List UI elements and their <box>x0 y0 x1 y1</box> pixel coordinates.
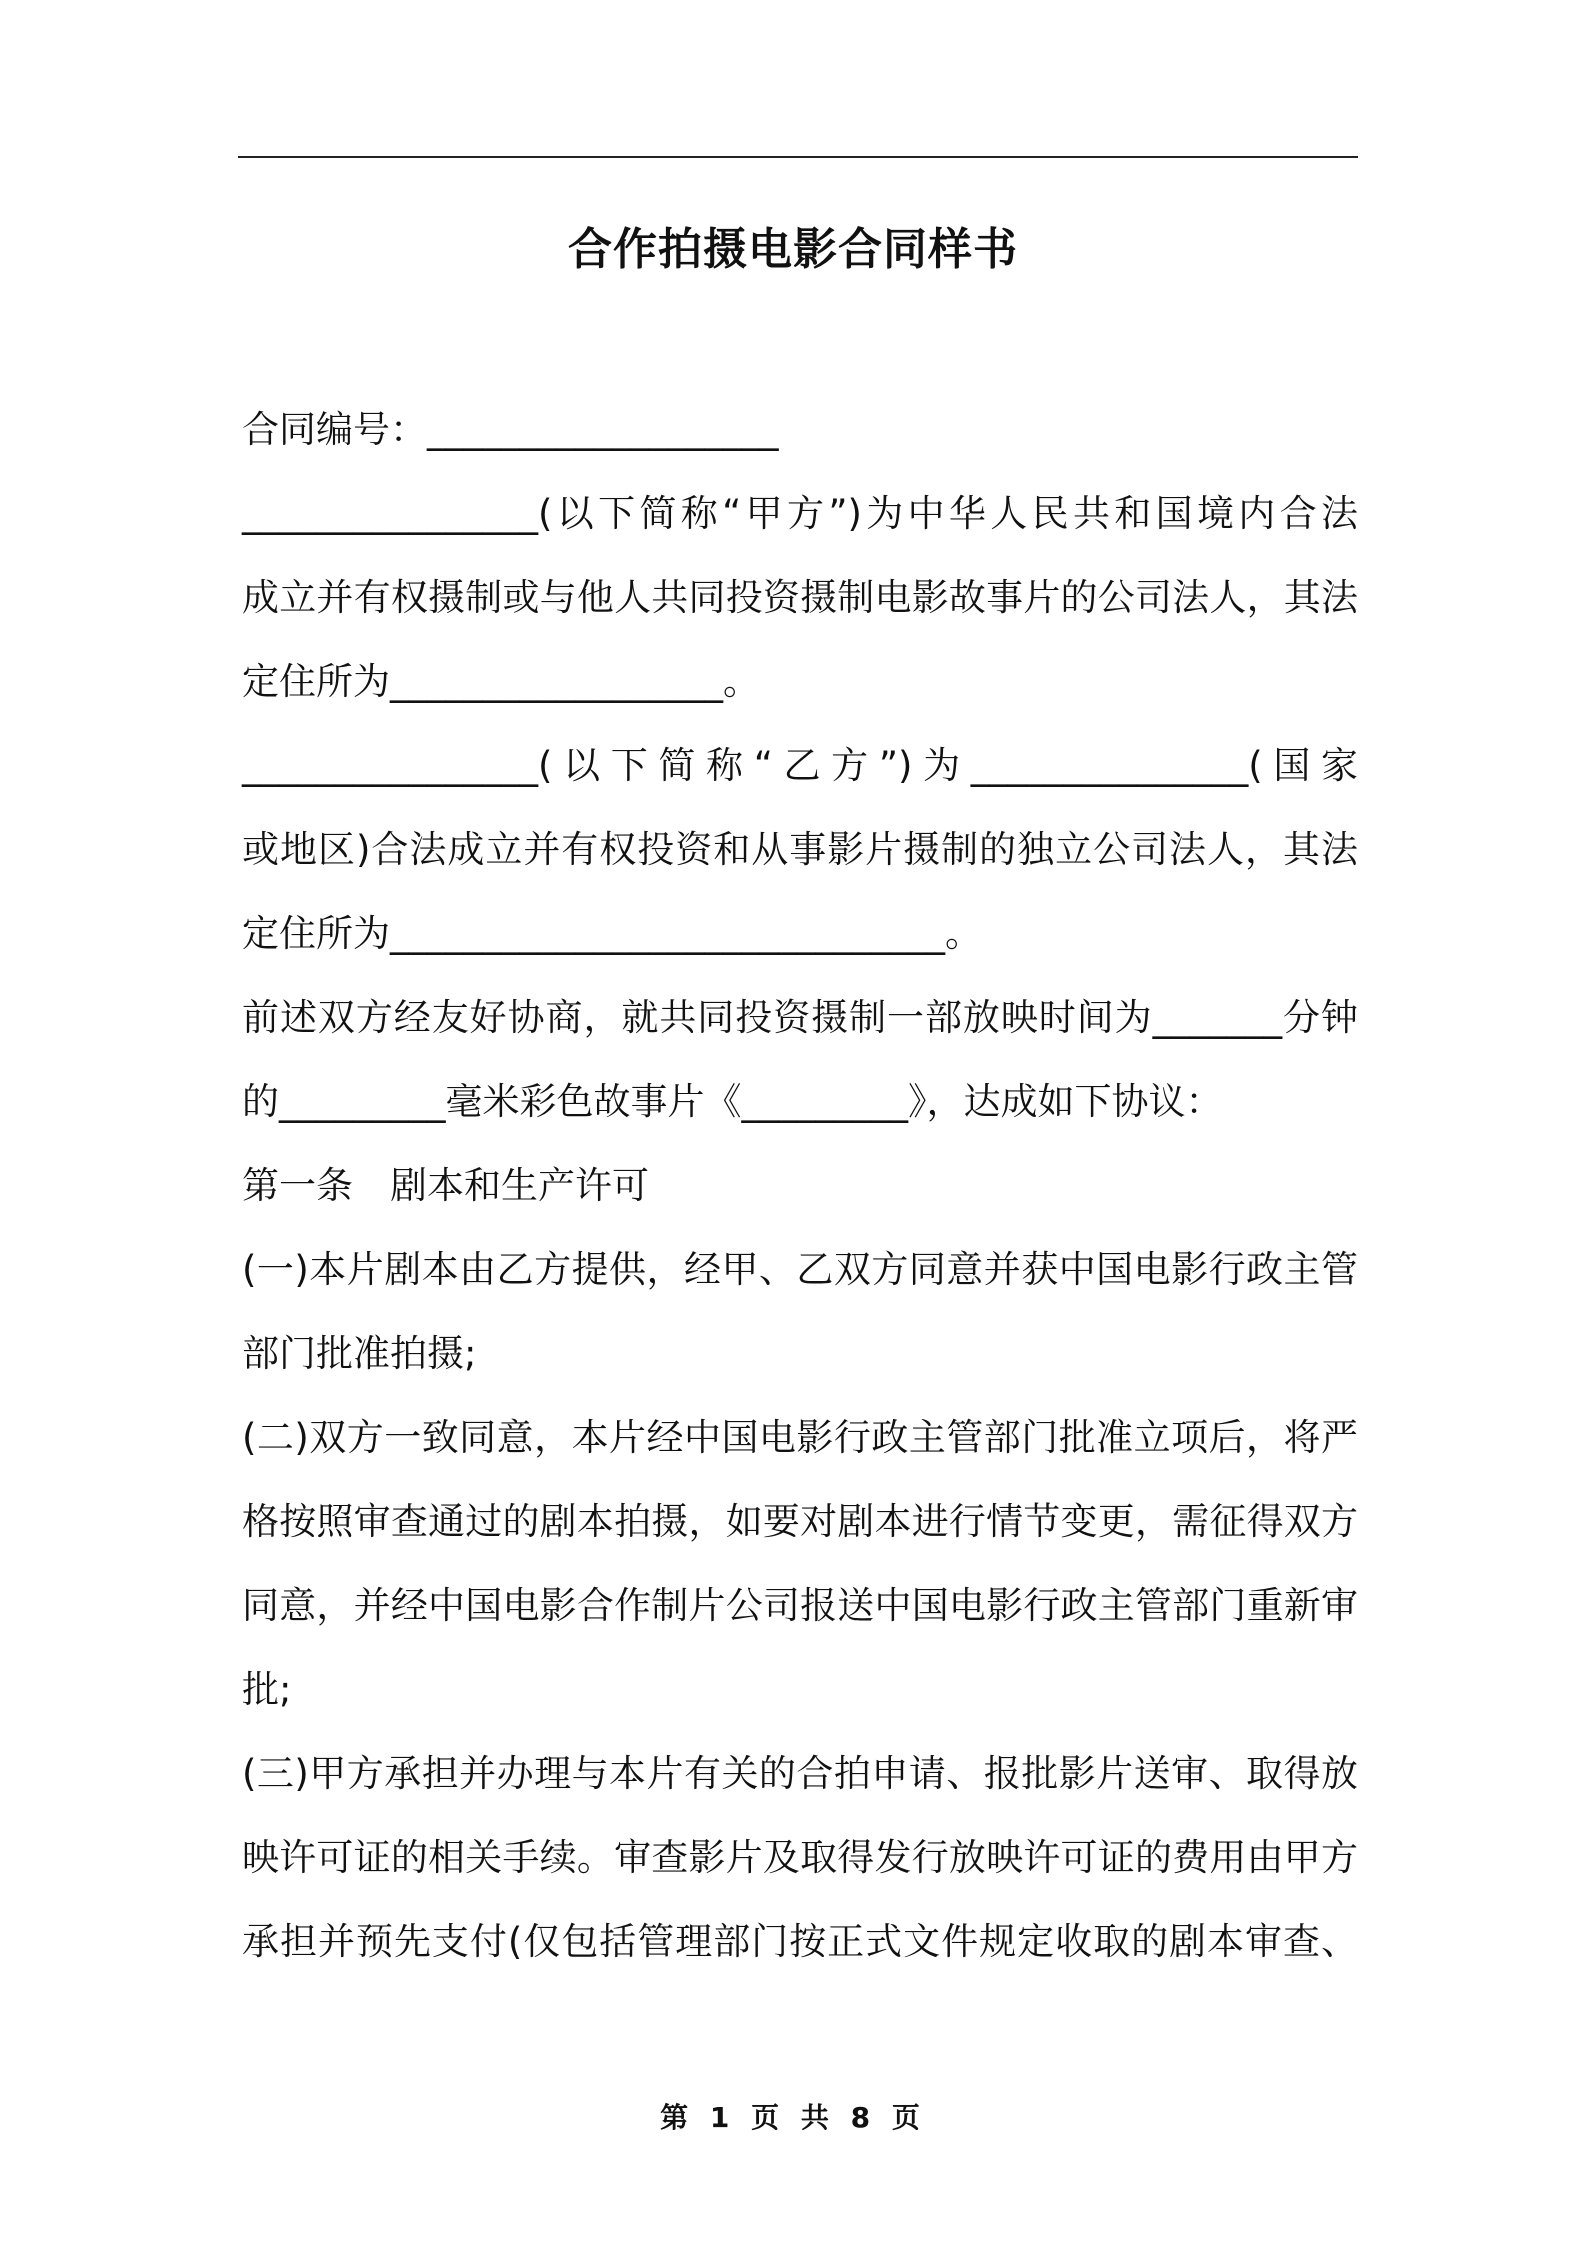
body-line: ________________(以下简称“乙方”)为_______________(国家 <box>242 744 1358 787</box>
article-heading: 第一条 剧本和生产许可 <box>242 1164 649 1207</box>
body-line: 前述双方经友好协商，就共同投资摄制一部放映时间为_______分钟 <box>242 996 1358 1039</box>
body-line: 格按照审查通过的剧本拍摄，如要对剧本进行情节变更，需征得双方 <box>242 1500 1358 1543</box>
body-line: (三)甲方承担并办理与本片有关的合拍申请、报批影片送审、取得放 <box>242 1752 1358 1795</box>
body-line: 同意，并经中国电影合作制片公司报送中国电影行政主管部门重新审 <box>242 1584 1358 1627</box>
body-line: 定住所为______________________________。 <box>242 912 982 955</box>
body-line: 成立并有权摄制或与他人共同投资摄制电影故事片的公司法人，其法 <box>242 576 1358 619</box>
body-line: ________________(以下简称“甲方”)为中华人民共和国境内合法 <box>242 492 1358 535</box>
body-line: 或地区)合法成立并有权投资和从事影片摄制的独立公司法人，其法 <box>242 828 1358 871</box>
page-footer: 第 1 页 共 8 页 <box>660 2101 926 2134</box>
body-line: 部门批准拍摄; <box>242 1332 477 1375</box>
body-line: 的_________毫米彩色故事片《_________》，达成如下协议： <box>242 1080 1223 1123</box>
body-line: (一)本片剧本由乙方提供，经甲、乙双方同意并获中国电影行政主管 <box>242 1248 1358 1291</box>
body-line: 批; <box>242 1668 292 1711</box>
body-line: 承担并预先支付(仅包括管理部门按正式文件规定收取的剧本审查、 <box>242 1920 1358 1963</box>
contract-number-line: 合同编号：___________________ <box>242 408 779 451</box>
header-rule <box>238 156 1358 158</box>
body-line: (二)双方一致同意，本片经中国电影行政主管部门批准立项后，将严 <box>242 1416 1358 1459</box>
body-line: 定住所为__________________。 <box>242 660 760 703</box>
body-line: 映许可证的相关手续。审查影片及取得发行放映许可证的费用由甲方 <box>242 1836 1358 1879</box>
document-title: 合作拍摄电影合同样书 <box>568 224 1018 275</box>
